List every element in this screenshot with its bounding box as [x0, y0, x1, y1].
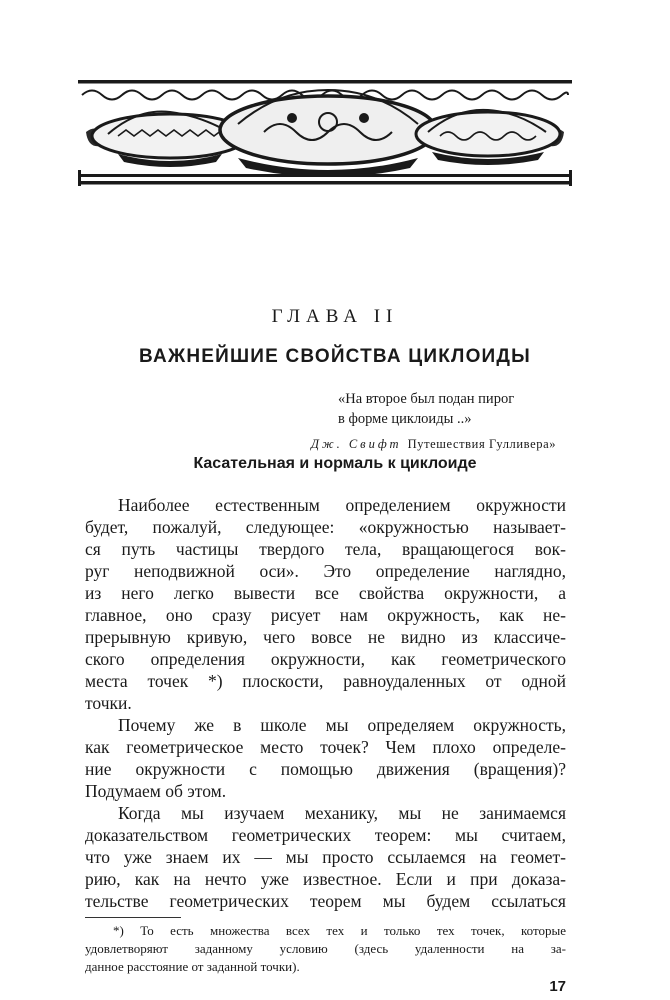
- body-line: прерывную кривую, чего вовсе не видно из классиче-: [85, 627, 566, 647]
- footnote-line: данное расстояние от заданной точки).: [85, 959, 300, 974]
- body-line: рию, как на нечто уже известное. Если и при доказа-: [85, 869, 566, 889]
- chapter-title: ВАЖНЕЙШИЕ СВОЙСТВА ЦИКЛОИДЫ: [139, 346, 531, 367]
- body-line: доказательством геометрических теорем: мы считаем,: [85, 825, 566, 845]
- epigraph-author: Дж. Свифт: [311, 437, 402, 451]
- body-line: что уже знаем их — мы просто ссылаемся на геомет-: [85, 847, 566, 867]
- body-line: будет, пожалуй, следующее: «окружностью называет-: [85, 517, 566, 537]
- footnote-separator: [85, 917, 181, 918]
- footnote-line: *) То есть множества всех тех и только тех точек, которые: [113, 923, 566, 938]
- body-line: тельстве геометрических теорем мы будем ссылаться: [85, 891, 566, 911]
- body-line: ся путь частицы твердого тела, вращающегося вок-: [85, 539, 566, 559]
- body-line: Наиболее естественным определением окружности: [118, 495, 566, 515]
- page-number: 17: [549, 978, 566, 995]
- epigraph-line: «На второе был подан пирог: [338, 391, 515, 407]
- body-line: места точек *) плоскости, равноудаленных от одной: [85, 671, 566, 691]
- body-line: точки.: [85, 693, 132, 713]
- body-line: из него легко вывести все свойства окружности, а: [85, 583, 566, 603]
- epigraph: [311, 389, 568, 451]
- body-line: Когда мы изучаем механику, мы не занимаемся: [118, 803, 566, 823]
- body-line: ского определения окружности, как геометрического: [85, 649, 566, 669]
- body-line: ние окружности с помощью движения (вращения)?: [85, 759, 566, 779]
- body-line: как геометрическое место точек? Чем плохо определе-: [85, 737, 566, 757]
- epigraph-attribution: [311, 434, 601, 454]
- body-line: Почему же в школе мы определяем окружность,: [118, 715, 566, 735]
- section-heading: Касательная и нормаль к циклоиде: [193, 455, 477, 472]
- epigraph-work: Путешествия Гулливера»: [407, 437, 557, 451]
- decorative-headpiece-ornament: [78, 74, 572, 192]
- body-line: руг неподвижной оси». Это определение наглядно,: [85, 561, 566, 581]
- body-line: Подумаем об этом.: [85, 781, 227, 801]
- footnote-line: удовлетворяют заданному условию (здесь удаленности на за-: [85, 941, 566, 956]
- body-line: главное, оно сразу рисует нам окружность, как не-: [85, 605, 566, 625]
- epigraph-line: в форме циклоиды ..»: [338, 411, 472, 427]
- chapter-number: ГЛАВА II: [271, 306, 399, 327]
